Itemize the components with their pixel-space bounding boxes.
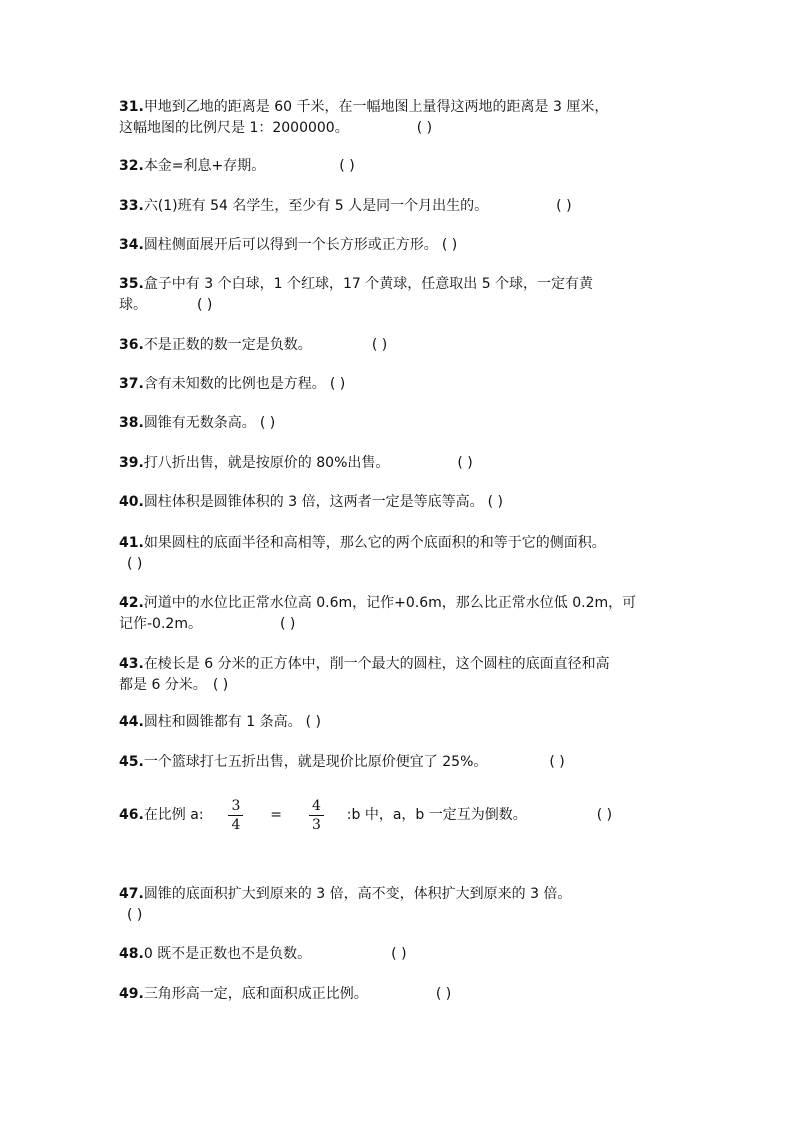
question-44 — [119, 712, 689, 733]
question-text: 在比例 a: — [143, 807, 204, 823]
question-number: 31. — [119, 99, 144, 115]
answer-parentheses[interactable]: ( ) — [329, 376, 346, 392]
question-text: 这幅地图的比例尺是 1：2000000。 — [119, 120, 349, 136]
question-text: 圆锥的底面积扩大到原来的 3 倍，高不变，体积扩大到原来的 3 倍。 — [143, 886, 572, 902]
question-text: 圆柱体积是圆锥体积的 3 倍，这两者一定是等底等高。 — [143, 494, 484, 510]
question-text: 球。 — [119, 297, 147, 313]
answer-parentheses[interactable]: ( ) — [212, 677, 229, 693]
question-number: 42. — [119, 595, 144, 611]
question-number: 46. — [119, 807, 144, 823]
question-36 — [119, 335, 689, 356]
answer-parentheses[interactable]: ( ) — [457, 455, 473, 471]
question-37 — [119, 374, 689, 395]
question-33 — [119, 196, 689, 217]
answer-parentheses[interactable]: ( ) — [371, 337, 388, 353]
question-49 — [119, 984, 689, 1005]
question-number: 39. — [119, 455, 144, 471]
question-number: 36. — [119, 337, 144, 353]
question-number: 40. — [119, 494, 144, 510]
question-text: 含有未知数的比例也是方程。 — [143, 376, 326, 392]
question-text: :b 中，a，b 一定互为倒数。 — [346, 807, 527, 823]
question-48 — [119, 944, 689, 965]
answer-parentheses[interactable]: ( ) — [549, 754, 565, 770]
question-number: 45. — [119, 754, 144, 770]
question-39 — [119, 453, 689, 474]
answer-parentheses[interactable]: ( ) — [259, 415, 276, 431]
question-number: 49. — [119, 986, 144, 1002]
answer-parentheses[interactable]: ( ) — [596, 807, 613, 823]
answer-parentheses[interactable]: ( ) — [305, 714, 321, 730]
question-text: 记作-0.2m。 — [119, 616, 202, 632]
question-number: 43. — [119, 656, 144, 672]
question-number: 41. — [119, 535, 144, 551]
answer-parentheses[interactable]: ( ) — [391, 946, 407, 962]
answer-parentheses[interactable]: ( ) — [487, 494, 503, 510]
answer-parentheses[interactable]: ( ) — [127, 556, 143, 572]
answer-parentheses[interactable]: ( ) — [339, 158, 355, 174]
question-38 — [119, 413, 689, 434]
fraction-four-thirds: $\frac{4}{3}$ — [309, 798, 324, 833]
question-text: 在棱长是 6 分米的正方体中，削一个最大的圆柱，这个圆柱的底面直径和高 — [143, 656, 610, 672]
question-text: 本金=利息+存期。 — [143, 158, 266, 174]
question-text: 不是正数的数一定是负数。 — [143, 337, 312, 353]
question-43 — [119, 654, 689, 696]
answer-parentheses[interactable]: ( ) — [416, 120, 433, 136]
question-32 — [119, 156, 689, 177]
question-number: 38. — [119, 415, 144, 431]
question-number: 35. — [119, 276, 144, 292]
question-number: 48. — [119, 946, 144, 962]
question-number: 47. — [119, 886, 144, 902]
question-text: 一个篮球打七五折出售，就是现价比原价便宜了 25%。 — [143, 754, 488, 770]
answer-parentheses[interactable]: ( ) — [279, 616, 296, 632]
question-number: 33. — [119, 198, 144, 214]
question-41 — [119, 533, 689, 575]
question-text: 圆锥有无数条高。 — [143, 415, 256, 431]
question-35 — [119, 274, 689, 316]
question-number: 44. — [119, 714, 144, 730]
question-number: 37. — [119, 376, 144, 392]
fraction-three-fourths: $\frac{3}{4}$ — [228, 798, 243, 833]
answer-parentheses[interactable]: ( ) — [127, 907, 143, 923]
question-42 — [119, 593, 689, 635]
question-text: 如果圆柱的底面半径和高相等，那么它的两个底面积的和等于它的侧面积。 — [143, 535, 606, 551]
question-47 — [119, 884, 689, 926]
answer-parentheses[interactable]: ( ) — [197, 297, 213, 313]
question-text: 甲地到乙地的距离是 60 千米，在一幅地图上量得这两地的距离是 3 厘米， — [143, 99, 609, 115]
question-text: 圆柱侧面展开后可以得到一个长方形或正方形。 — [143, 237, 438, 253]
answer-parentheses[interactable]: ( ) — [556, 198, 572, 214]
question-text: 三角形高一定，底和面积成正比例。 — [143, 986, 368, 1002]
question-number: 32. — [119, 158, 144, 174]
question-31 — [119, 97, 689, 139]
answer-parentheses[interactable]: ( ) — [435, 986, 452, 1002]
question-text: 都是 6 分米。 — [119, 677, 207, 693]
question-text: 打八折出售，就是按原价的 80%出售。 — [143, 455, 390, 471]
question-text: 盒子中有 3 个白球，1 个红球，17 个黄球，任意取出 5 个球，一定有黄 — [143, 276, 594, 292]
question-46 — [119, 795, 689, 835]
question-text: 圆柱和圆锥都有 1 条高。 — [143, 714, 302, 730]
question-text: 六(1)班有 54 名学生，至少有 5 人是同一个月出生的。 — [143, 198, 489, 214]
answer-parentheses[interactable]: ( ) — [441, 237, 458, 253]
question-number: 34. — [119, 237, 144, 253]
question-45 — [119, 752, 689, 773]
equals-sign: = — [270, 807, 283, 823]
question-34 — [119, 235, 689, 256]
question-40 — [119, 492, 689, 513]
question-text: 河道中的水位比正常水位高 0.6m，记作+0.6m，那么比正常水位低 0.2m，可 — [143, 595, 637, 611]
question-text: 0 既不是正数也不是负数。 — [143, 946, 312, 962]
